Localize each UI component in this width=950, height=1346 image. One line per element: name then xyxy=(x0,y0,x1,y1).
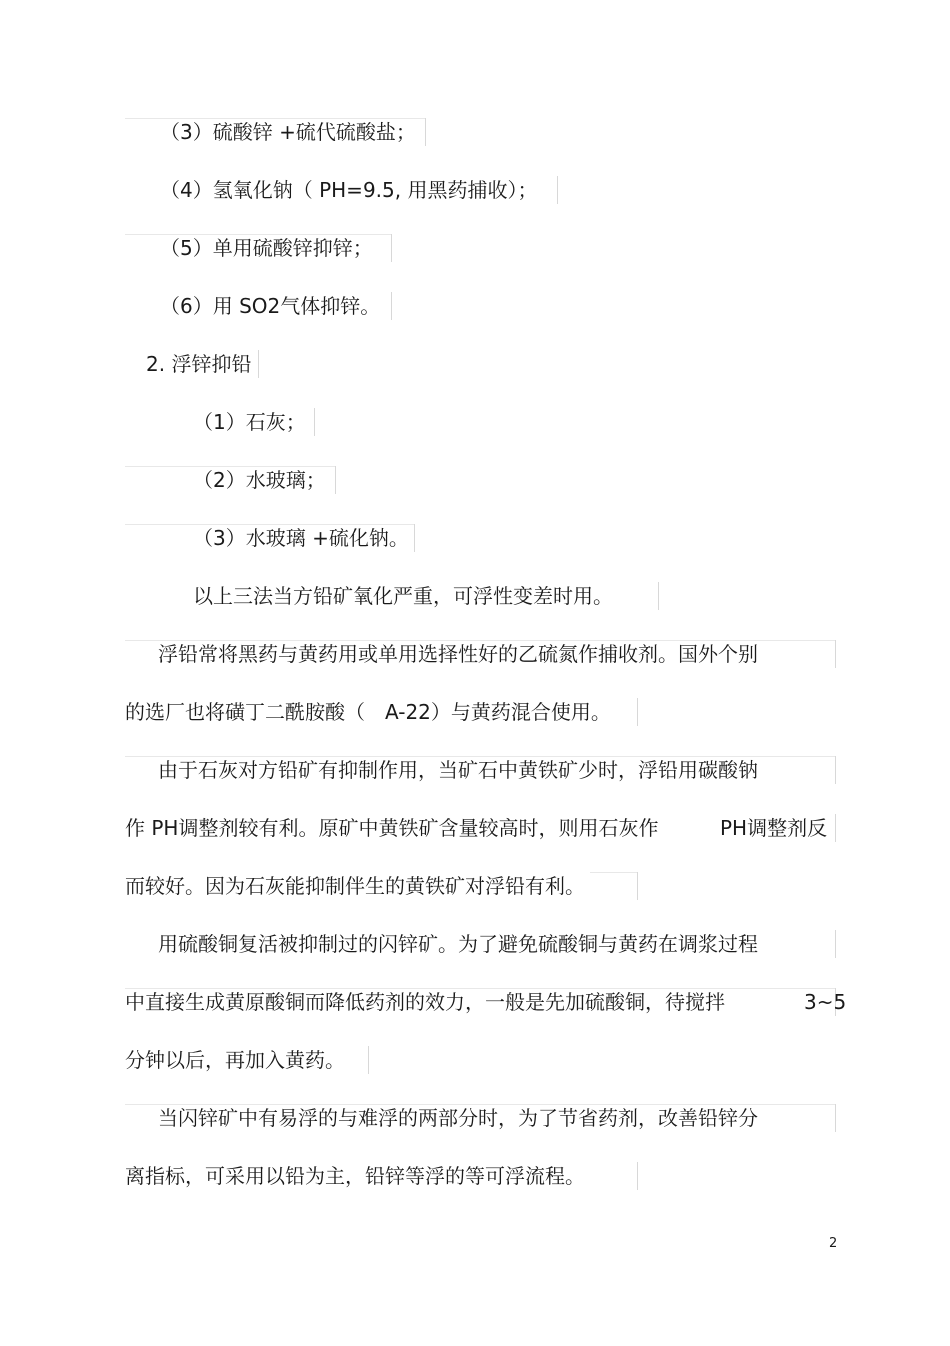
rule xyxy=(557,176,558,204)
rule xyxy=(125,466,335,467)
rule xyxy=(835,814,836,842)
paragraph-line: 而较好。因为石灰能抑制伴生的黄铁矿对浮铅有利。 xyxy=(125,874,585,898)
paragraph-line: 浮铅常将黑药与黄药用或单用选择性好的乙硫氮作捕收剂。国外个别 xyxy=(158,642,758,666)
list-item: （6）用 SO2气体抑锌。 xyxy=(160,294,381,318)
paragraph-line: 的选厂也将磺丁二酰胺酸（ A-22）与黄药混合使用。 xyxy=(125,700,611,724)
paragraph-line: 以上三法当方铅矿氧化严重，可浮性变差时用。 xyxy=(193,584,613,608)
rule xyxy=(125,988,835,989)
rule xyxy=(368,1046,369,1074)
rule xyxy=(391,292,392,320)
rule xyxy=(835,930,836,958)
rule xyxy=(125,1104,835,1105)
paragraph-line-tail: 3~5 xyxy=(804,990,847,1014)
rule xyxy=(637,1162,638,1190)
rule xyxy=(125,756,835,757)
list-item: （3）水玻璃 +硫化钠。 xyxy=(193,526,409,550)
rule xyxy=(637,698,638,726)
rule xyxy=(125,118,425,119)
rule xyxy=(835,756,836,784)
rule xyxy=(125,234,391,235)
rule xyxy=(335,466,336,494)
paragraph-line: 分钟以后，再加入黄药。 xyxy=(125,1048,345,1072)
rule xyxy=(125,524,414,525)
paragraph-line: 离指标，可采用以铅为主，铅锌等浮的等可浮流程。 xyxy=(125,1164,585,1188)
page-number: 2 xyxy=(829,1236,838,1251)
rule xyxy=(314,408,315,436)
list-item: （3）硫酸锌 +硫代硫酸盐； xyxy=(160,120,416,144)
rule xyxy=(590,872,637,873)
section-heading: 2. 浮锌抑铅 xyxy=(146,352,252,376)
list-item: （1）石灰； xyxy=(193,410,306,434)
list-item: （2）水玻璃； xyxy=(193,468,326,492)
paragraph-line: 由于石灰对方铅矿有抑制作用，当矿石中黄铁矿少时，浮铅用碳酸钠 xyxy=(158,758,758,782)
rule xyxy=(425,118,426,146)
rule xyxy=(258,350,259,378)
paragraph-line-tail: PH调整剂反 xyxy=(720,816,828,840)
rule xyxy=(414,524,415,552)
paragraph-line: 当闪锌矿中有易浮的与难浮的两部分时，为了节省药剂，改善铅锌分 xyxy=(158,1106,758,1130)
rule xyxy=(835,640,836,668)
rule xyxy=(835,1104,836,1132)
rule xyxy=(658,582,659,610)
rule xyxy=(125,640,835,641)
rule xyxy=(391,234,392,262)
paragraph-line: 作 PH调整剂较有利。原矿中黄铁矿含量较高时，则用石灰作 xyxy=(125,816,659,840)
list-item: （5）单用硫酸锌抑锌； xyxy=(160,236,373,260)
paragraph-line: 用硫酸铜复活被抑制过的闪锌矿。为了避免硫酸铜与黄药在调浆过程 xyxy=(158,932,758,956)
rule xyxy=(637,872,638,900)
paragraph-line: 中直接生成黄原酸铜而降低药剂的效力，一般是先加硫酸铜，待搅拌 xyxy=(125,990,725,1014)
list-item: （4）氢氧化钠（ PH=9.5, 用黑药捕收）； xyxy=(160,178,538,202)
